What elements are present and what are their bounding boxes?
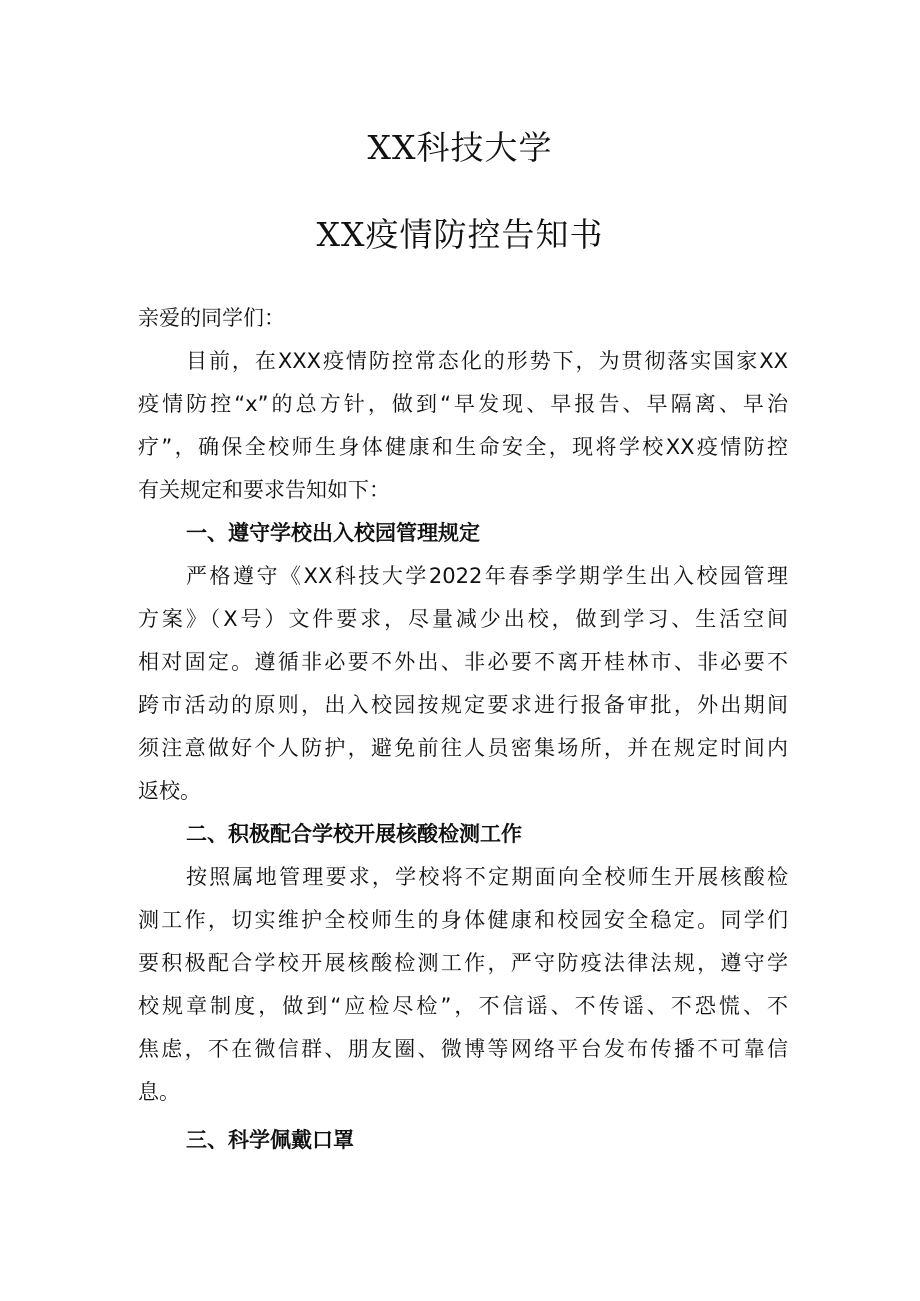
section-2-line: 要积极配合学校开展核酸检测工作，严守防疫法律法规，遵守学 <box>138 951 788 975</box>
section-2-line: 按照属地管理要求，学校将不定期面向全校师生开展核酸检 <box>186 865 788 889</box>
intro-line: 有关规定和要求告知如下： <box>138 478 390 502</box>
section-heading-2: 二、积极配合学校开展核酸检测工作 <box>186 822 522 846</box>
section-1-line: 严格遵守《XX科技大学2022年春季学期学生出入校园管理 <box>186 564 788 588</box>
section-2-line: 测工作，切实维护全校师生的身体健康和校园安全稳定。同学们 <box>138 908 788 932</box>
greeting: 亲爱的同学们： <box>138 306 285 330</box>
section-2-line: 息。 <box>138 1080 180 1104</box>
section-1-line: 方案》（X号）文件要求，尽量减少出校，做到学习、生活空间 <box>138 607 788 631</box>
section-2-line: 校规章制度，做到“应检尽检”，不信谣、不传谣、不恐慌、不 <box>138 994 788 1018</box>
section-heading-1: 一、遵守学校出入校园管理规定 <box>186 521 480 545</box>
document-title: XX科技大学 <box>367 128 553 167</box>
section-1-line: 跨市活动的原则，出入校园按规定要求进行报备审批，外出期间 <box>138 693 788 717</box>
section-2-line: 焦虑，不在微信群、朋友圈、微博等网络平台发布传播不可靠信 <box>138 1037 788 1061</box>
section-heading-3: 三、科学佩戴口罩 <box>186 1128 354 1152</box>
intro-line: 疗”，确保全校师生身体健康和生命安全，现将学校XX疫情防控 <box>138 435 788 459</box>
intro-line: 疫情防控“x”的总方针，做到“早发现、早报告、早隔离、早治 <box>138 392 788 416</box>
section-1-line: 相对固定。遵循非必要不外出、非必要不离开桂林市、非必要不 <box>138 650 788 674</box>
document-subtitle: XX疫情防控告知书 <box>316 215 604 254</box>
section-1-line: 须注意做好个人防护，避免前往人员密集场所，并在规定时间内 <box>138 736 788 760</box>
section-1-line: 返校。 <box>138 779 201 803</box>
intro-line: 目前，在XXX疫情防控常态化的形势下，为贯彻落实国家XX <box>186 349 788 373</box>
